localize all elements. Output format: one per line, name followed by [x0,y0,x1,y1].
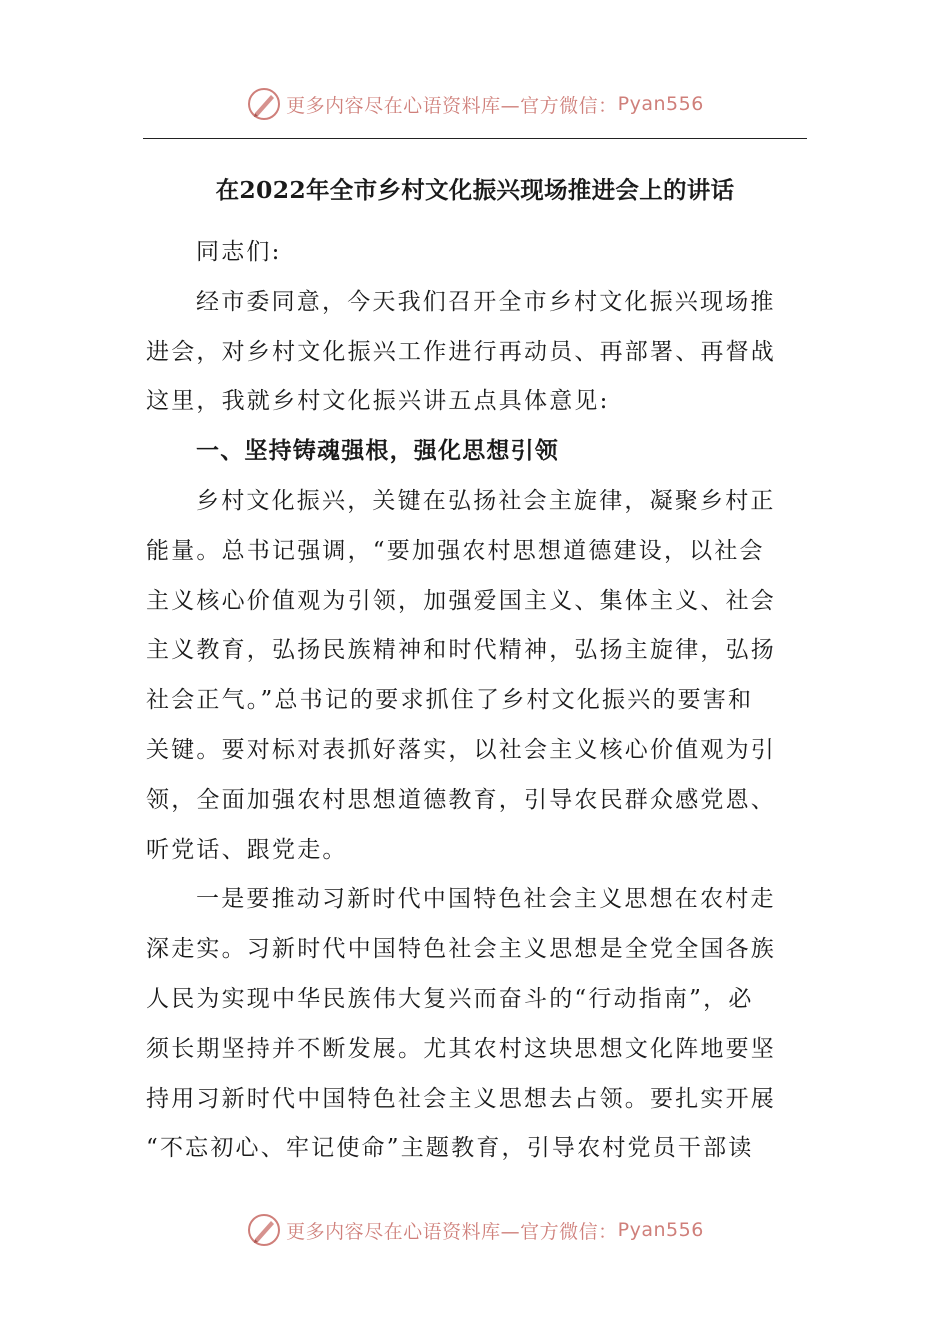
salutation: 同志们: [196,239,282,265]
paragraph-line: “不忘初心、牢记使命”主题教育，引导农村党员干部读 [146,1135,754,1162]
pen-logo-icon [246,86,282,122]
paragraph-line: 经市委同意，今天我们召开全市乡村文化振兴现场推 [196,288,776,315]
paragraph-line: 一是要推动习新时代中国特色社会主义思想在农村走 [196,886,776,913]
watermark-wechat-id: Pyan556 [617,1219,704,1241]
paragraph-line: 进会，对乡村文化振兴工作进行再动员、再部署、再督战 [146,338,776,365]
paragraph-line: 深走实。习新时代中国特色社会主义思想是全党全国各族 [146,936,776,963]
footer-watermark [0,1210,950,1250]
paragraph-line: 关键。要对标对表抓好落实，以社会主义核心价值观为引 [146,736,776,763]
paragraph-line: 社会正气。”总书记的要求抓住了乡村文化振兴的要害和 [146,687,754,714]
paragraph-line: 持用习新时代中国特色社会主义思想去占领。要扎实开展 [146,1085,776,1112]
paragraph-line: 须长期坚持并不断发展。尤其农村这块思想文化阵地要坚 [146,1035,776,1062]
paragraph-line: 主义教育，弘扬民族精神和时代精神，弘扬主旋律，弘扬 [146,637,776,664]
document-title: 在2022年全市乡村文化振兴现场推进会上的讲话 [215,176,735,204]
paragraph-line: 能量。总书记强调，“要加强农村思想道德建设，以社会 [146,537,765,564]
paragraph-line: 人民为实现中华民族伟大复兴而奋斗的“行动指南”，必 [146,985,754,1012]
watermark-text: 更多内容尽在心语资料库—官方微信： [286,94,618,117]
header-watermark [0,84,950,124]
pen-logo-icon [246,1212,282,1248]
header-divider [143,138,807,139]
paragraph-line: 听党话、跟党走。 [146,836,348,863]
paragraph-line: 这里，我就乡村文化振兴讲五点具体意见: [146,388,610,415]
paragraph-line: 主义核心价值观为引领，加强爱国主义、集体主义、社会 [146,587,776,614]
watermark-wechat-id: Pyan556 [617,93,704,115]
section-heading: 一、坚持铸魂强根，强化思想引领 [196,438,559,465]
document-body [146,228,804,1174]
paragraph-line: 领，全面加强农村思想道德教育，引导农民群众感党恩、 [146,786,776,813]
paragraph-line: 乡村文化振兴，关键在弘扬社会主旋律，凝聚乡村正 [196,487,776,514]
watermark-text: 更多内容尽在心语资料库—官方微信： [286,1220,618,1243]
